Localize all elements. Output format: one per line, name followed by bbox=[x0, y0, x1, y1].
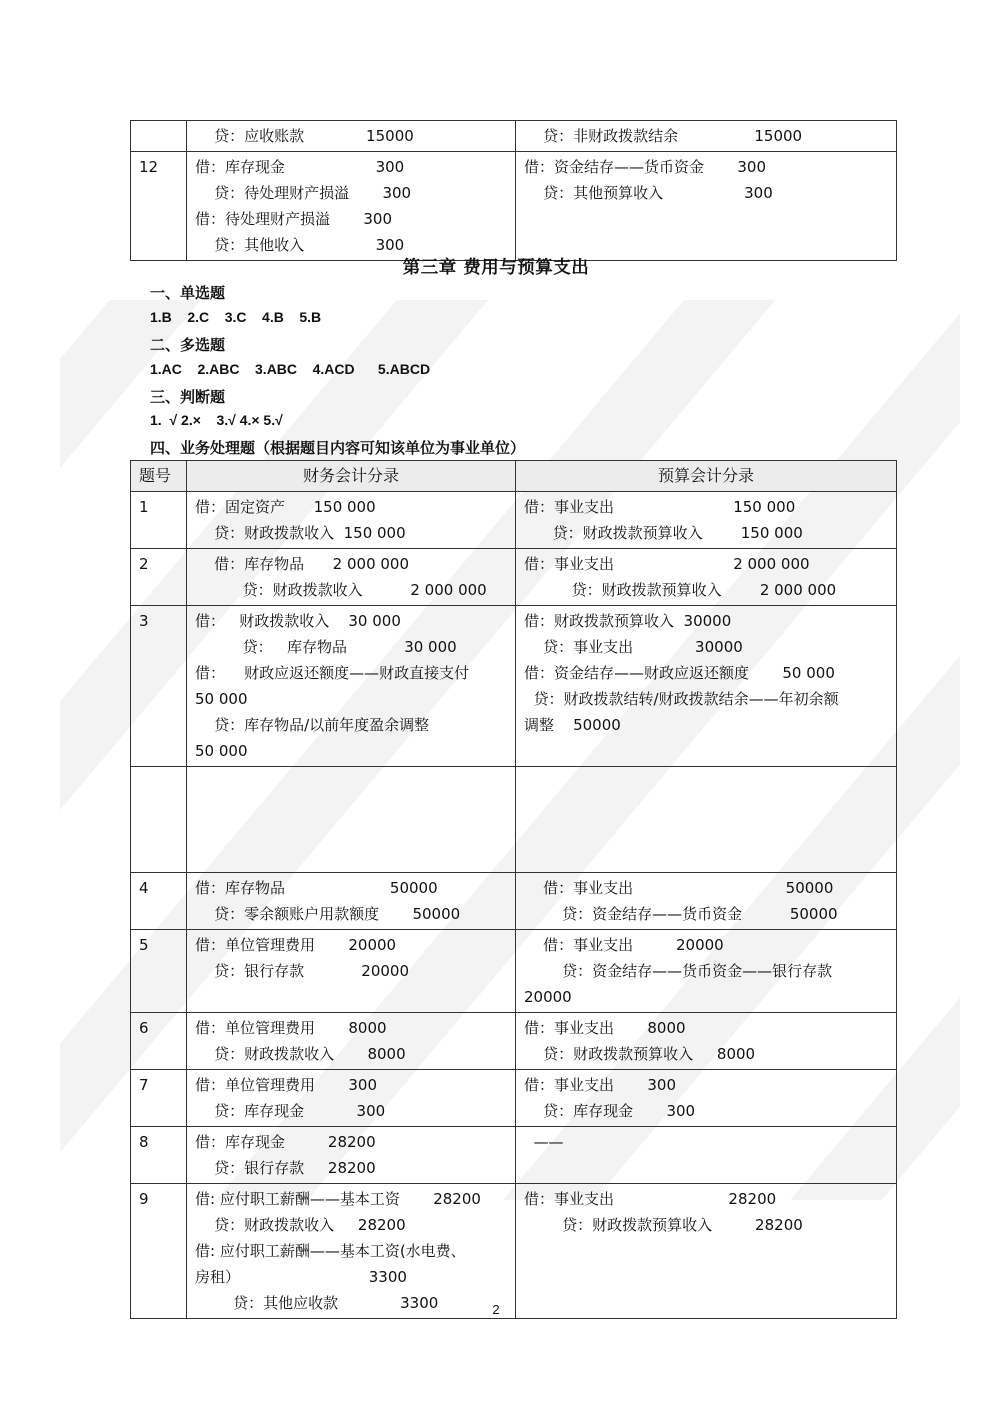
entry-line: 借：待处理财产损溢 300 bbox=[195, 210, 393, 228]
financial-entry-cell bbox=[187, 492, 516, 549]
entry-line: 借： 财政应返还额度——财政直接支付 bbox=[195, 664, 470, 682]
entry-line: 贷：财政拨款收入 28200 bbox=[195, 1216, 406, 1234]
question-number bbox=[131, 767, 187, 873]
entry-line: 借：事业支出 20000 bbox=[524, 936, 724, 954]
entry-line: 贷：库存物品/以前年度盈余调整 bbox=[195, 716, 430, 734]
entry-line: 贷：库存现金 300 bbox=[524, 1102, 696, 1120]
table-row bbox=[131, 121, 897, 152]
entry-line: 贷：应收账款 15000 bbox=[195, 127, 414, 145]
section-title-multi-choice: 二、多选题 bbox=[150, 336, 226, 354]
entry-line: 50 000 bbox=[195, 690, 248, 708]
entry-line: 贷：待处理财产损溢 300 bbox=[195, 184, 412, 202]
entry-line: 借：事业支出 50000 bbox=[524, 879, 834, 897]
financial-entry-cell bbox=[187, 152, 516, 261]
entry-line: 贷： 库存物品 30 000 bbox=[195, 638, 457, 656]
entry-line: 借：库存物品 50000 bbox=[195, 879, 438, 897]
page-number: 2 bbox=[492, 1302, 500, 1317]
entry-line: 借：库存物品 2 000 000 bbox=[195, 555, 410, 573]
entry-line: 借：事业支出 8000 bbox=[524, 1019, 686, 1037]
table-row bbox=[131, 767, 897, 873]
chapter-title: 第三章 费用与预算支出 bbox=[402, 258, 590, 278]
entry-line: 借：单位管理费用 8000 bbox=[195, 1019, 387, 1037]
entry-line: 借：财政拨款预算收入 30000 bbox=[524, 612, 732, 630]
budget-entry-cell bbox=[516, 930, 897, 1013]
budget-entry-cell bbox=[516, 606, 897, 767]
entry-line: 贷：财政拨款收入 150 000 bbox=[195, 524, 406, 542]
entry-line: 借：事业支出 300 bbox=[524, 1076, 677, 1094]
question-number: 3 bbox=[131, 606, 187, 767]
question-number: 6 bbox=[131, 1013, 187, 1070]
budget-entry-cell bbox=[516, 1184, 897, 1319]
question-number: 12 bbox=[131, 152, 187, 261]
financial-entry-cell bbox=[187, 1070, 516, 1127]
section-title-business: 四、业务处理题（根据题目内容可知该单位为事业单位） bbox=[150, 439, 526, 457]
header-financial-entry: 财务会计分录 bbox=[187, 461, 516, 492]
budget-entry-cell bbox=[516, 549, 897, 606]
entry-line: 借：库存现金 28200 bbox=[195, 1133, 376, 1151]
financial-entry-cell bbox=[187, 767, 516, 873]
financial-entry-cell bbox=[187, 549, 516, 606]
entry-line: 借: 应付职工薪酬——基本工资(水电费、 bbox=[195, 1242, 466, 1260]
entry-line: 贷：非财政拨款结余 15000 bbox=[524, 127, 803, 145]
entry-line: 贷：银行存款 28200 bbox=[195, 1159, 376, 1177]
entry-line: —— bbox=[524, 1133, 564, 1151]
budget-entry-cell bbox=[516, 767, 897, 873]
section-title-single-choice: 一、单选题 bbox=[150, 284, 226, 302]
financial-entry-cell bbox=[187, 873, 516, 930]
question-number: 8 bbox=[131, 1127, 187, 1184]
question-number: 7 bbox=[131, 1070, 187, 1127]
entry-line: 贷：库存现金 300 bbox=[195, 1102, 386, 1120]
table-row bbox=[131, 152, 897, 261]
table-row bbox=[131, 492, 897, 549]
budget-entry-cell bbox=[516, 1013, 897, 1070]
budget-entry-cell bbox=[516, 492, 897, 549]
entry-line: 贷：财政拨款预算收入 28200 bbox=[524, 1216, 803, 1234]
single-choice-answers: 1.B 2.C 3.C 4.B 5.B bbox=[150, 309, 322, 325]
table-row bbox=[131, 1013, 897, 1070]
financial-entry-cell bbox=[187, 1127, 516, 1184]
header-budget-entry: 预算会计分录 bbox=[516, 461, 897, 492]
question-number: 2 bbox=[131, 549, 187, 606]
entry-line: 贷：其他应收款 3300 bbox=[195, 1294, 439, 1312]
journal-entries-table bbox=[130, 460, 897, 1319]
entry-line: 借：事业支出 150 000 bbox=[524, 498, 796, 516]
budget-entry-cell bbox=[516, 152, 897, 261]
entry-line: 贷：资金结存——货币资金——银行存款 bbox=[524, 962, 833, 980]
entry-line: 贷：财政拨款收入 8000 bbox=[195, 1045, 406, 1063]
table-row bbox=[131, 606, 897, 767]
entry-line: 借：事业支出 2 000 000 bbox=[524, 555, 810, 573]
entry-line: 调整 50000 bbox=[524, 716, 621, 734]
financial-entry-cell bbox=[187, 1184, 516, 1319]
entry-line: 贷：财政拨款预算收入 150 000 bbox=[524, 524, 803, 542]
entry-line: 借： 财政拨款收入 30 000 bbox=[195, 612, 401, 630]
multi-choice-answers: 1.AC 2.ABC 3.ABC 4.ACD 5.ABCD bbox=[150, 361, 431, 377]
question-number: 5 bbox=[131, 930, 187, 1013]
budget-entry-cell bbox=[516, 873, 897, 930]
financial-entry-cell bbox=[187, 930, 516, 1013]
header-question-no: 题号 bbox=[131, 461, 187, 492]
table-row bbox=[131, 930, 897, 1013]
entry-line: 50 000 bbox=[195, 742, 248, 760]
table-row bbox=[131, 1070, 897, 1127]
budget-entry-cell bbox=[516, 121, 897, 152]
financial-entry-cell bbox=[187, 1013, 516, 1070]
entry-line: 贷：财政拨款结转/财政拨款结余——年初余额 bbox=[524, 690, 839, 708]
section-title-true-false: 三、判断题 bbox=[150, 388, 226, 406]
table-row bbox=[131, 1184, 897, 1319]
entry-line: 贷：零余额账户用款额度 50000 bbox=[195, 905, 461, 923]
table-header-row bbox=[131, 461, 897, 492]
entry-line: 贷：事业支出 30000 bbox=[524, 638, 743, 656]
entry-line: 20000 bbox=[524, 988, 572, 1006]
entry-line: 借：资金结存——货币资金 300 bbox=[524, 158, 767, 176]
entry-line: 借：事业支出 28200 bbox=[524, 1190, 777, 1208]
entry-line: 贷：财政拨款收入 2 000 000 bbox=[195, 581, 487, 599]
financial-entry-cell bbox=[187, 121, 516, 152]
entry-line: 借：单位管理费用 300 bbox=[195, 1076, 378, 1094]
continued-entries-table bbox=[130, 120, 897, 261]
question-number: 4 bbox=[131, 873, 187, 930]
entry-line: 借: 应付职工薪酬——基本工资 28200 bbox=[195, 1190, 481, 1208]
entry-line: 贷：其他收入 300 bbox=[195, 236, 405, 254]
entry-line: 借：固定资产 150 000 bbox=[195, 498, 376, 516]
table-row bbox=[131, 1127, 897, 1184]
entry-line: 房租） 3300 bbox=[195, 1268, 407, 1286]
question-number: 1 bbox=[131, 492, 187, 549]
entry-line: 借：库存现金 300 bbox=[195, 158, 405, 176]
entry-line: 贷：财政拨款预算收入 2 000 000 bbox=[524, 581, 837, 599]
question-number bbox=[131, 121, 187, 152]
entry-line: 借：资金结存——财政应返还额度 50 000 bbox=[524, 664, 835, 682]
entry-line: 贷：其他预算收入 300 bbox=[524, 184, 773, 202]
entry-line: 贷：财政拨款预算收入 8000 bbox=[524, 1045, 756, 1063]
table-row bbox=[131, 873, 897, 930]
entry-line: 贷：资金结存——货币资金 50000 bbox=[524, 905, 838, 923]
entry-line: 借：单位管理费用 20000 bbox=[195, 936, 397, 954]
financial-entry-cell bbox=[187, 606, 516, 767]
budget-entry-cell bbox=[516, 1127, 897, 1184]
budget-entry-cell bbox=[516, 1070, 897, 1127]
table-row bbox=[131, 549, 897, 606]
entry-line: 贷：银行存款 20000 bbox=[195, 962, 410, 980]
true-false-answers: 1. √ 2.× 3.√ 4.× 5.√ bbox=[150, 412, 283, 428]
question-number: 9 bbox=[131, 1184, 187, 1319]
